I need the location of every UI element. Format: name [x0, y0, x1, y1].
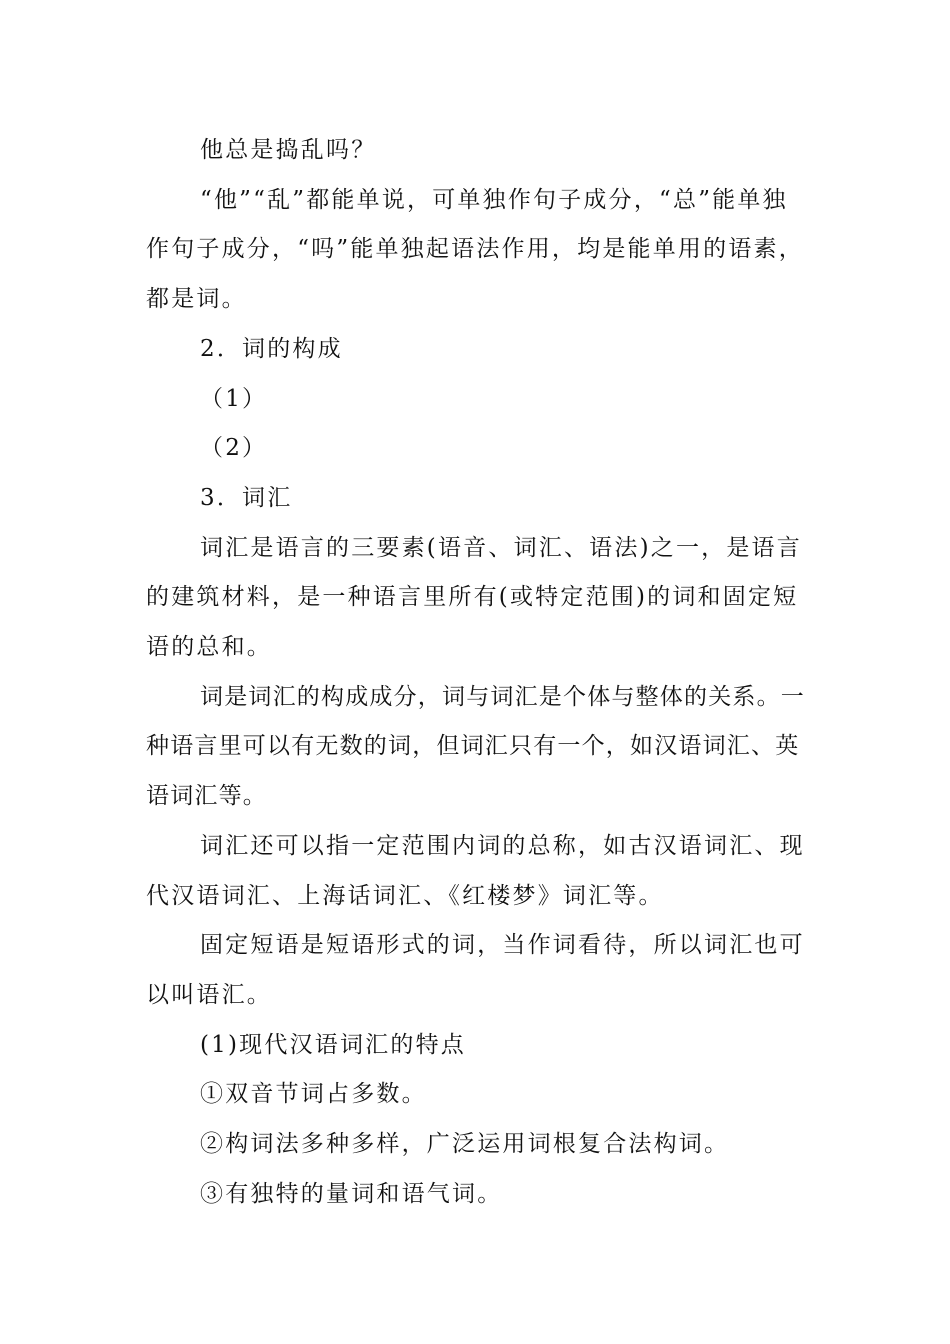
- feature-2: ②构词法多种多样，广泛运用词根复合法构词。: [200, 1131, 730, 1158]
- heading-vocabulary: 3．词汇: [200, 484, 293, 511]
- subheading-features: (1)现代汉语词汇的特点: [200, 1031, 466, 1058]
- document-page: [146, 126, 811, 1219]
- paragraph-word-vs-vocabulary: 词是词汇的构成成分，词与词汇是个体与整体的关系。一种语言里可以有无数的词，但词汇只有一个，如汉语词汇、英语词汇等。: [146, 683, 805, 810]
- paragraph-explanation: “他”“乱”都能单说，可单独作句子成分，“总”能单独作句子成分，“吗”能单独起语法作用，均是能单用的语素，都是词。: [146, 186, 804, 313]
- paragraph-question: 他总是捣乱吗？: [200, 137, 377, 163]
- feature-1: ①双音节词占多数。: [200, 1081, 427, 1108]
- paragraph-vocabulary-scope: 词汇还可以指一定范围内词的总称，如古汉语词汇、现代汉语词汇、上海话词汇、《红楼梦》词汇等。: [146, 832, 805, 909]
- heading-word-formation: 2．词的构成: [200, 335, 343, 362]
- paragraph-vocabulary-definition: 词汇是语言的三要素(语音、词汇、语法)之一，是语言的建筑材料，是一种语言里所有(或特定范围)的词和固定短语的总和。: [146, 534, 802, 661]
- feature-3: ③有独特的量词和语气词。: [200, 1180, 503, 1207]
- paragraph-fixed-phrases: 固定短语是短语形式的词，当作词看待，所以词汇也可以叫语汇。: [146, 932, 805, 1008]
- item-2: （2）: [200, 435, 268, 462]
- item-1: （1）: [200, 385, 268, 412]
